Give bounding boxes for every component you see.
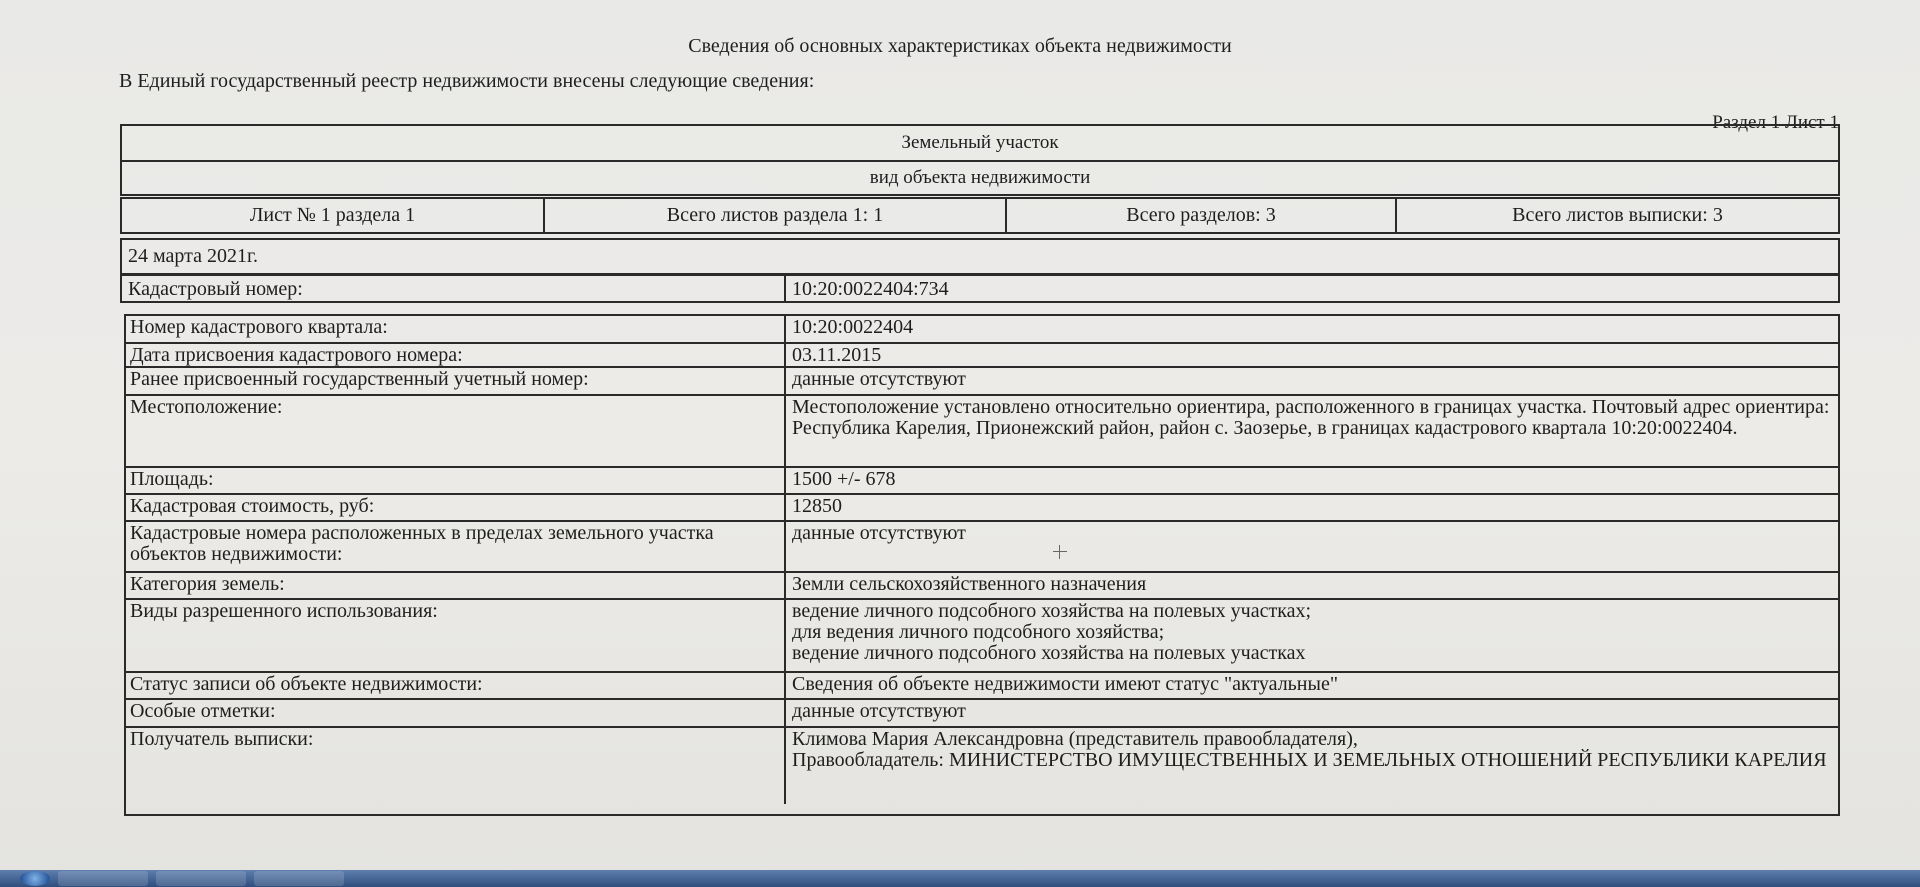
- value-line: для ведения личного подсобного хозяйства;: [792, 621, 1165, 643]
- object-type: Земельный участок: [901, 132, 1059, 153]
- row-label: Дата присвоения кадастрового номера:: [126, 344, 786, 366]
- characteristics-table: [124, 314, 1840, 816]
- value-line: ведение личного подсобного хозяйства на полевых участках;: [792, 600, 1312, 622]
- row-value: данные отсутствуют: [792, 522, 966, 544]
- cadastral-number-label: Кадастровый номер:: [122, 276, 786, 301]
- row-value: 12850: [792, 495, 842, 517]
- row-label: Ранее присвоенный государственный учетный номер:: [126, 368, 786, 394]
- row-value: Местоположение установлено относительно ориентира, расположенного в границах участка. Почтовый адрес ориентира: Республика Карелия, Прионежский район, район с. Заозерье, в границах кадастрового квартала 10:20:0022404.: [792, 396, 1830, 439]
- row-label: Кадастровая стоимость, руб:: [126, 495, 786, 520]
- row-value: Земли сельскохозяйственного назначения: [792, 573, 1147, 595]
- table-row: [126, 316, 1838, 342]
- row-value: данные отсутствуют: [792, 700, 966, 722]
- taskbar-app-button[interactable]: [254, 871, 344, 886]
- total-sections: Всего разделов: 3: [1005, 199, 1395, 232]
- taskbar-app-button[interactable]: [58, 871, 148, 886]
- value-line: ведение личного подсобного хозяйства на полевых участках: [792, 642, 1306, 664]
- row-value: [786, 728, 1838, 804]
- table-row: [126, 366, 1838, 394]
- section-reference: Раздел 1 Лист 1: [1712, 112, 1839, 133]
- table-row: [126, 342, 1838, 366]
- table-row: [126, 598, 1838, 671]
- row-value: данные отсутствуют: [792, 368, 966, 390]
- table-row: [126, 466, 1838, 493]
- row-label: Площадь:: [126, 468, 786, 493]
- row-label: Категория земель:: [126, 573, 786, 598]
- cadastral-number-row: [120, 274, 1840, 303]
- row-value: [786, 600, 1838, 671]
- table-row: [126, 571, 1838, 598]
- row-label: Кадастровые номера расположенных в пределах земельного участка объектов недвижимости:: [126, 522, 786, 571]
- crosshair-cursor-icon: [1053, 545, 1067, 559]
- total-sheets-section: Всего листов раздела 1: 1: [543, 199, 1005, 232]
- row-label: Виды разрешенного использования:: [126, 600, 786, 671]
- taskbar: [0, 870, 1920, 887]
- row-label: Особые отметки:: [126, 700, 786, 726]
- table-row: [126, 493, 1838, 520]
- table-row: [126, 726, 1838, 804]
- row-value: Сведения об объекте недвижимости имеют статус "актуальные": [792, 673, 1338, 695]
- table-row: [126, 520, 1838, 571]
- table-row: [126, 698, 1838, 726]
- taskbar-app-button[interactable]: [156, 871, 246, 886]
- value-line: Правообладатель: МИНИСТЕРСТВО ИМУЩЕСТВЕННЫХ И ЗЕМЕЛЬНЫХ ОТНОШЕНИЙ РЕСПУБЛИКИ КАРЕЛИЯ: [792, 749, 1827, 771]
- row-label: Номер кадастрового квартала:: [126, 316, 786, 342]
- object-type-caption: вид объекта недвижимости: [122, 160, 1838, 194]
- sheet-number: Лист № 1 раздела 1: [249, 204, 416, 226]
- cadastral-number-value: 10:20:0022404:734: [792, 277, 949, 300]
- document-intro: В Единый государственный реестр недвижимости внесены следующие сведения:: [119, 70, 815, 92]
- start-button[interactable]: [20, 871, 50, 886]
- row-value: 10:20:0022404: [792, 316, 914, 338]
- extract-date: 24 марта 2021г.: [120, 238, 1840, 275]
- sheet-info-row: [120, 197, 1840, 234]
- document-title: Сведения об основных характеристиках объекта недвижимости: [688, 35, 1232, 57]
- row-label: Местоположение:: [126, 396, 786, 466]
- row-value: 1500 +/- 678: [792, 468, 896, 490]
- table-row: [126, 394, 1838, 466]
- row-value: 03.11.2015: [792, 344, 882, 366]
- table-row: [126, 671, 1838, 698]
- row-label: Статус записи об объекте недвижимости:: [126, 673, 786, 698]
- total-sheets-extract: Всего листов выписки: 3: [1395, 199, 1838, 232]
- value-line: Климова Мария Александровна (представитель правообладателя),: [792, 728, 1358, 750]
- row-label: Получатель выписки:: [126, 728, 786, 804]
- object-type-header: [120, 124, 1840, 196]
